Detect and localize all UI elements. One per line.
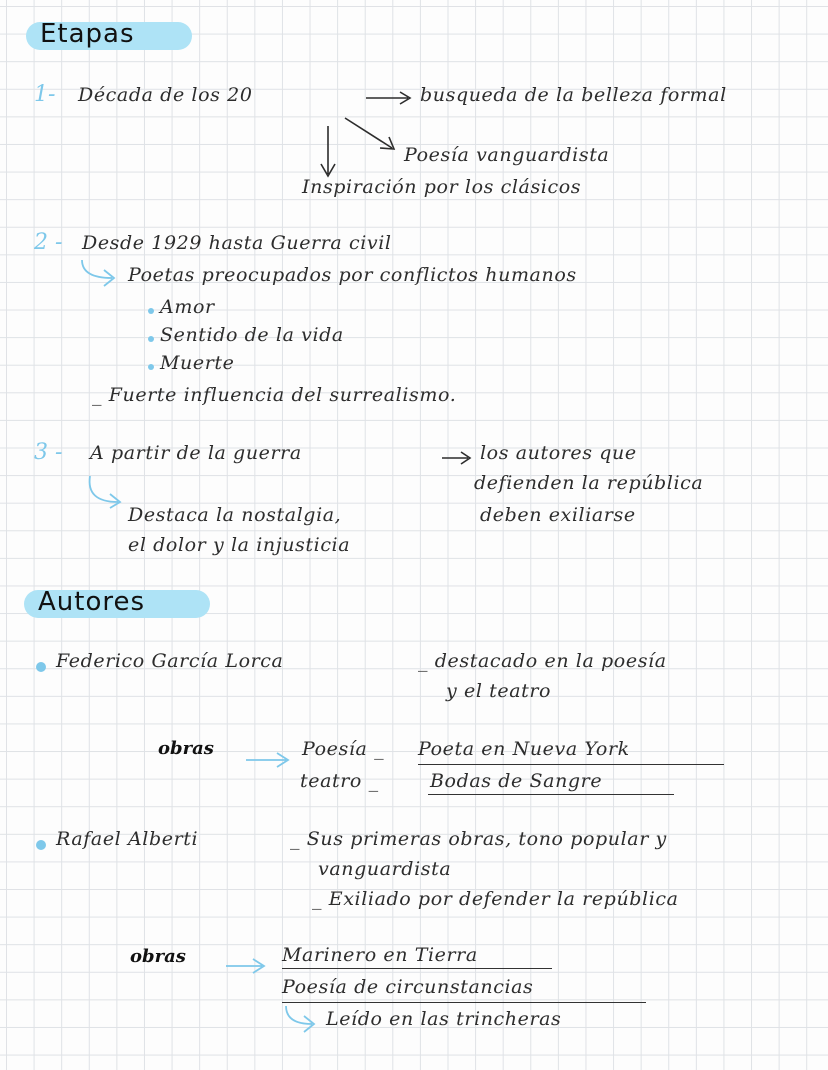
etapa-3-result-1: los autores que bbox=[480, 442, 637, 464]
etapa-3-title: A partir de la guerra bbox=[90, 442, 302, 464]
etapa-3-result-3: deben exiliarse bbox=[480, 504, 636, 526]
bullet-dot bbox=[148, 308, 154, 314]
arrow-right-icon bbox=[440, 450, 474, 466]
bullet-dot bbox=[148, 336, 154, 342]
etapas-heading: Etapas bbox=[40, 19, 135, 49]
author-2-obras-label: obras bbox=[130, 946, 186, 967]
author-2-sub-work: Leído en las trincheras bbox=[326, 1008, 562, 1030]
etapa-1-title: Década de los 20 bbox=[78, 84, 253, 106]
arrow-right-icon bbox=[224, 956, 270, 976]
bullet-dot bbox=[36, 840, 46, 850]
etapa-2-title: Desde 1929 hasta Guerra civil bbox=[82, 232, 392, 254]
author-1-genre-1: Poesía _ bbox=[302, 738, 385, 760]
autores-heading: Autores bbox=[38, 587, 146, 617]
author-1-obras-label: obras bbox=[158, 738, 214, 759]
arrow-down-icon bbox=[318, 124, 338, 180]
author-1-desc-1: _ destacado en la poesía bbox=[418, 650, 667, 672]
etapa-2-note: _ Fuerte influencia del surrealismo. bbox=[92, 384, 457, 406]
author-1-name: Federico García Lorca bbox=[56, 650, 284, 672]
etapa-1-result-2: Poesía vanguardista bbox=[404, 144, 610, 166]
author-2-desc-2: vanguardista bbox=[318, 858, 452, 880]
etapa-3-sub-2: el dolor y la injusticia bbox=[128, 534, 351, 556]
etapa-2-bullet-1: Amor bbox=[160, 296, 215, 318]
curved-arrow-icon bbox=[78, 258, 122, 288]
etapa-3-number: 3 - bbox=[34, 440, 63, 465]
author-2-desc-3: _ Exiliado por defender la república bbox=[312, 888, 679, 910]
author-2-desc-1: _ Sus primeras obras, tono popular y bbox=[290, 828, 667, 850]
etapa-3-sub-1: Destaca la nostalgia, bbox=[128, 504, 342, 526]
author-2-work-2: Poesía de circunstancias bbox=[282, 976, 534, 998]
bullet-dot bbox=[148, 364, 154, 370]
etapa-2-bullet-2: Sentido de la vida bbox=[160, 324, 344, 346]
etapa-2-number: 2 - bbox=[34, 230, 63, 255]
underline bbox=[282, 1002, 646, 1003]
arrow-diagonal-icon bbox=[342, 115, 402, 155]
author-2-work-1: Marinero en Tierra bbox=[282, 944, 478, 966]
etapa-1-number: 1- bbox=[34, 82, 56, 107]
etapa-1-result-3: Inspiración por los clásicos bbox=[302, 176, 582, 198]
arrow-right-icon bbox=[364, 90, 414, 106]
underline bbox=[418, 764, 724, 765]
arrow-right-icon bbox=[244, 750, 294, 770]
bullet-dot bbox=[36, 662, 46, 672]
curved-arrow-icon bbox=[282, 1004, 322, 1034]
etapa-1-result-1: busqueda de la belleza formal bbox=[420, 84, 727, 106]
underline bbox=[428, 794, 674, 795]
etapa-2-sub: Poetas preocupados por conflictos humanos bbox=[128, 264, 577, 286]
author-1-work-1: Poeta en Nueva York bbox=[418, 738, 630, 760]
curved-arrow-icon bbox=[84, 474, 128, 510]
etapa-3-result-2: defienden la república bbox=[474, 472, 704, 494]
author-1-genre-2: teatro _ bbox=[300, 770, 379, 792]
etapa-2-bullet-3: Muerte bbox=[160, 352, 235, 374]
author-2-name: Rafael Alberti bbox=[56, 828, 199, 850]
author-1-work-2: Bodas de Sangre bbox=[430, 770, 603, 792]
underline bbox=[282, 968, 552, 969]
author-1-desc-2: y el teatro bbox=[446, 680, 552, 702]
